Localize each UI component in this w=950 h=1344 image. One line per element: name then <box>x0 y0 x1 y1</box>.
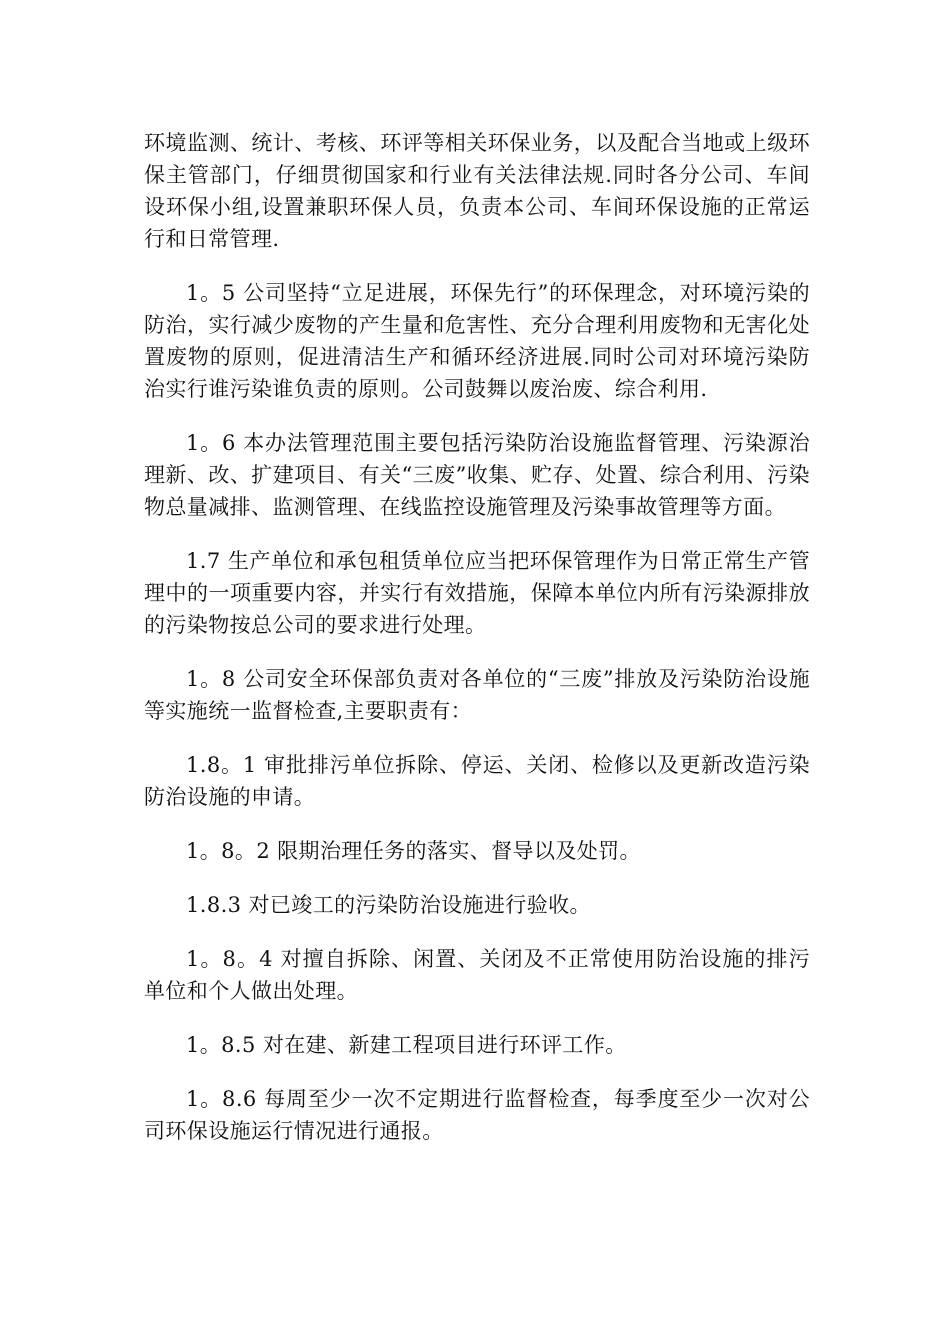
paragraph-1-5: 1。5 公司坚持“立足进展，环保先行”的环保理念，对环境污染的防治，实行减少废物的产生量和危害性、充分合理利用废物和无害化处置废物的原则，促进清洁生产和循环经济进展.同时公司对环境污染防治实行谁污染谁负责的原则。公司鼓舞以废治废、综合利用. <box>144 281 810 401</box>
paragraph-1-6: 1。6 本办法管理范围主要包括污染防治设施监督管理、污染源治理新、改、扩建项目、有关“三废”收集、贮存、处置、综合利用、污染物总量减排、监测管理、在线监控设施管理及污染事故管理等方面。 <box>144 431 810 519</box>
paragraph-1-8-4: 1。8。4 对擅自拆除、闲置、关闭及不正常使用防治设施的排污单位和个人做出处理。 <box>144 947 810 1003</box>
paragraph-1-7: 1.7 生产单位和承包租赁单位应当把环保管理作为日常正常生产管理中的一项重要内容，并实行有效措施，保障本单位内所有污染源排放的污染物按总公司的要求进行处理。 <box>144 549 810 637</box>
document-body <box>144 127 810 1169</box>
paragraph-1-8: 1。8 公司安全环保部负责对各单位的“三废”排放及污染防治设施等实施统一监督检查,主要职责有： <box>144 667 810 723</box>
paragraph-intro-continuation: 环境监测、统计、考核、环评等相关环保业务，以及配合当地或上级环保主管部门，仔细贯彻国家和行业有关法律法规.同时各分公司、车间设环保小组,设置兼职环保人员，负责本公司、车间环保设施的正常运行和日常管理. <box>144 131 810 251</box>
paragraph-1-8-5: 1。8.5 对在建、新建工程项目进行环评工作。 <box>186 1033 627 1057</box>
paragraph-1-8-6: 1。8.6 每周至少一次不定期进行监督检查，每季度至少一次对公司环保设施运行情况进行通报。 <box>144 1087 810 1143</box>
paragraph-1-8-2: 1。8。2 限期治理任务的落实、督导以及处罚。 <box>186 839 641 863</box>
paragraph-1-8-3: 1.8.3 对已竣工的污染防治设施进行验收。 <box>186 893 591 917</box>
paragraph-1-8-1: 1.8。1 审批排污单位拆除、停运、关闭、检修以及更新改造污染防治设施的申请。 <box>144 753 810 809</box>
